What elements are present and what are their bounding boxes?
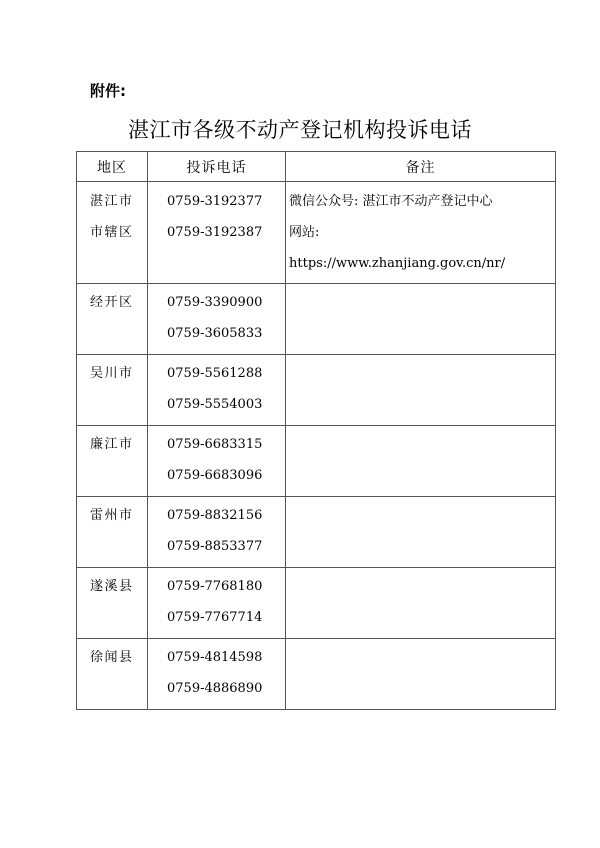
region-cell — [77, 426, 148, 497]
region-name: 雷州市 — [90, 508, 134, 523]
region-cell — [77, 182, 148, 284]
phone-number: 0759-3192377 — [167, 194, 263, 209]
header-phone: 投诉电话 — [148, 152, 286, 182]
phone-number: 0759-3390900 — [167, 295, 263, 310]
phone-cell — [148, 497, 286, 568]
phone-number: 0759-6683315 — [167, 437, 263, 452]
page-title: 湛江市各级不动产登记机构投诉电话 — [128, 118, 472, 142]
region-cell — [77, 497, 148, 568]
phone-number: 0759-7767714 — [167, 610, 263, 625]
phone-number: 0759-3192387 — [167, 225, 263, 240]
phone-number: 0759-7768180 — [167, 579, 263, 594]
phone-cell — [148, 355, 286, 426]
notes-cell — [286, 426, 556, 497]
phone-number: 0759-5554003 — [167, 397, 263, 412]
notes-cell — [286, 182, 556, 284]
website-link[interactable]: https://www.zhanjiang.gov.cn/nr/ — [289, 256, 506, 271]
table-header-row — [77, 152, 556, 182]
table-row — [77, 182, 556, 284]
notes-cell — [286, 355, 556, 426]
region-name: 徐闻县 — [90, 650, 134, 665]
phone-number: 0759-8853377 — [167, 539, 263, 554]
notes-cell — [286, 497, 556, 568]
region-cell — [77, 639, 148, 710]
table-row — [77, 639, 556, 710]
header-region: 地区 — [77, 152, 148, 182]
region-name: 市辖区 — [90, 225, 134, 240]
phone-number: 0759-8832156 — [167, 508, 263, 523]
wechat-note: 微信公众号: 湛江市不动产登记中心 — [289, 194, 493, 209]
phone-number: 0759-4814598 — [167, 650, 263, 665]
table-row — [77, 426, 556, 497]
table-row — [77, 284, 556, 355]
region-cell — [77, 284, 148, 355]
phone-cell — [148, 639, 286, 710]
region-name: 廉江市 — [90, 437, 134, 452]
region-cell — [77, 355, 148, 426]
table-row — [77, 568, 556, 639]
notes-cell — [286, 568, 556, 639]
phone-number: 0759-3605833 — [167, 326, 263, 341]
website-label: 网站: — [289, 225, 320, 240]
region-name: 经开区 — [90, 295, 134, 310]
attachment-label: 附件: — [90, 82, 126, 100]
phone-number: 0759-6683096 — [167, 468, 263, 483]
region-name: 吴川市 — [90, 366, 134, 381]
table-row — [77, 497, 556, 568]
notes-cell — [286, 284, 556, 355]
header-notes: 备注 — [286, 152, 556, 182]
notes-cell — [286, 639, 556, 710]
region-name: 湛江市 — [90, 194, 134, 209]
phone-cell — [148, 426, 286, 497]
phone-cell — [148, 182, 286, 284]
phone-cell — [148, 284, 286, 355]
complaint-phone-table — [76, 151, 556, 710]
phone-number: 0759-5561288 — [167, 366, 263, 381]
region-name: 遂溪县 — [90, 579, 134, 594]
region-cell — [77, 568, 148, 639]
phone-number: 0759-4886890 — [167, 681, 263, 696]
phone-cell — [148, 568, 286, 639]
table-row — [77, 355, 556, 426]
